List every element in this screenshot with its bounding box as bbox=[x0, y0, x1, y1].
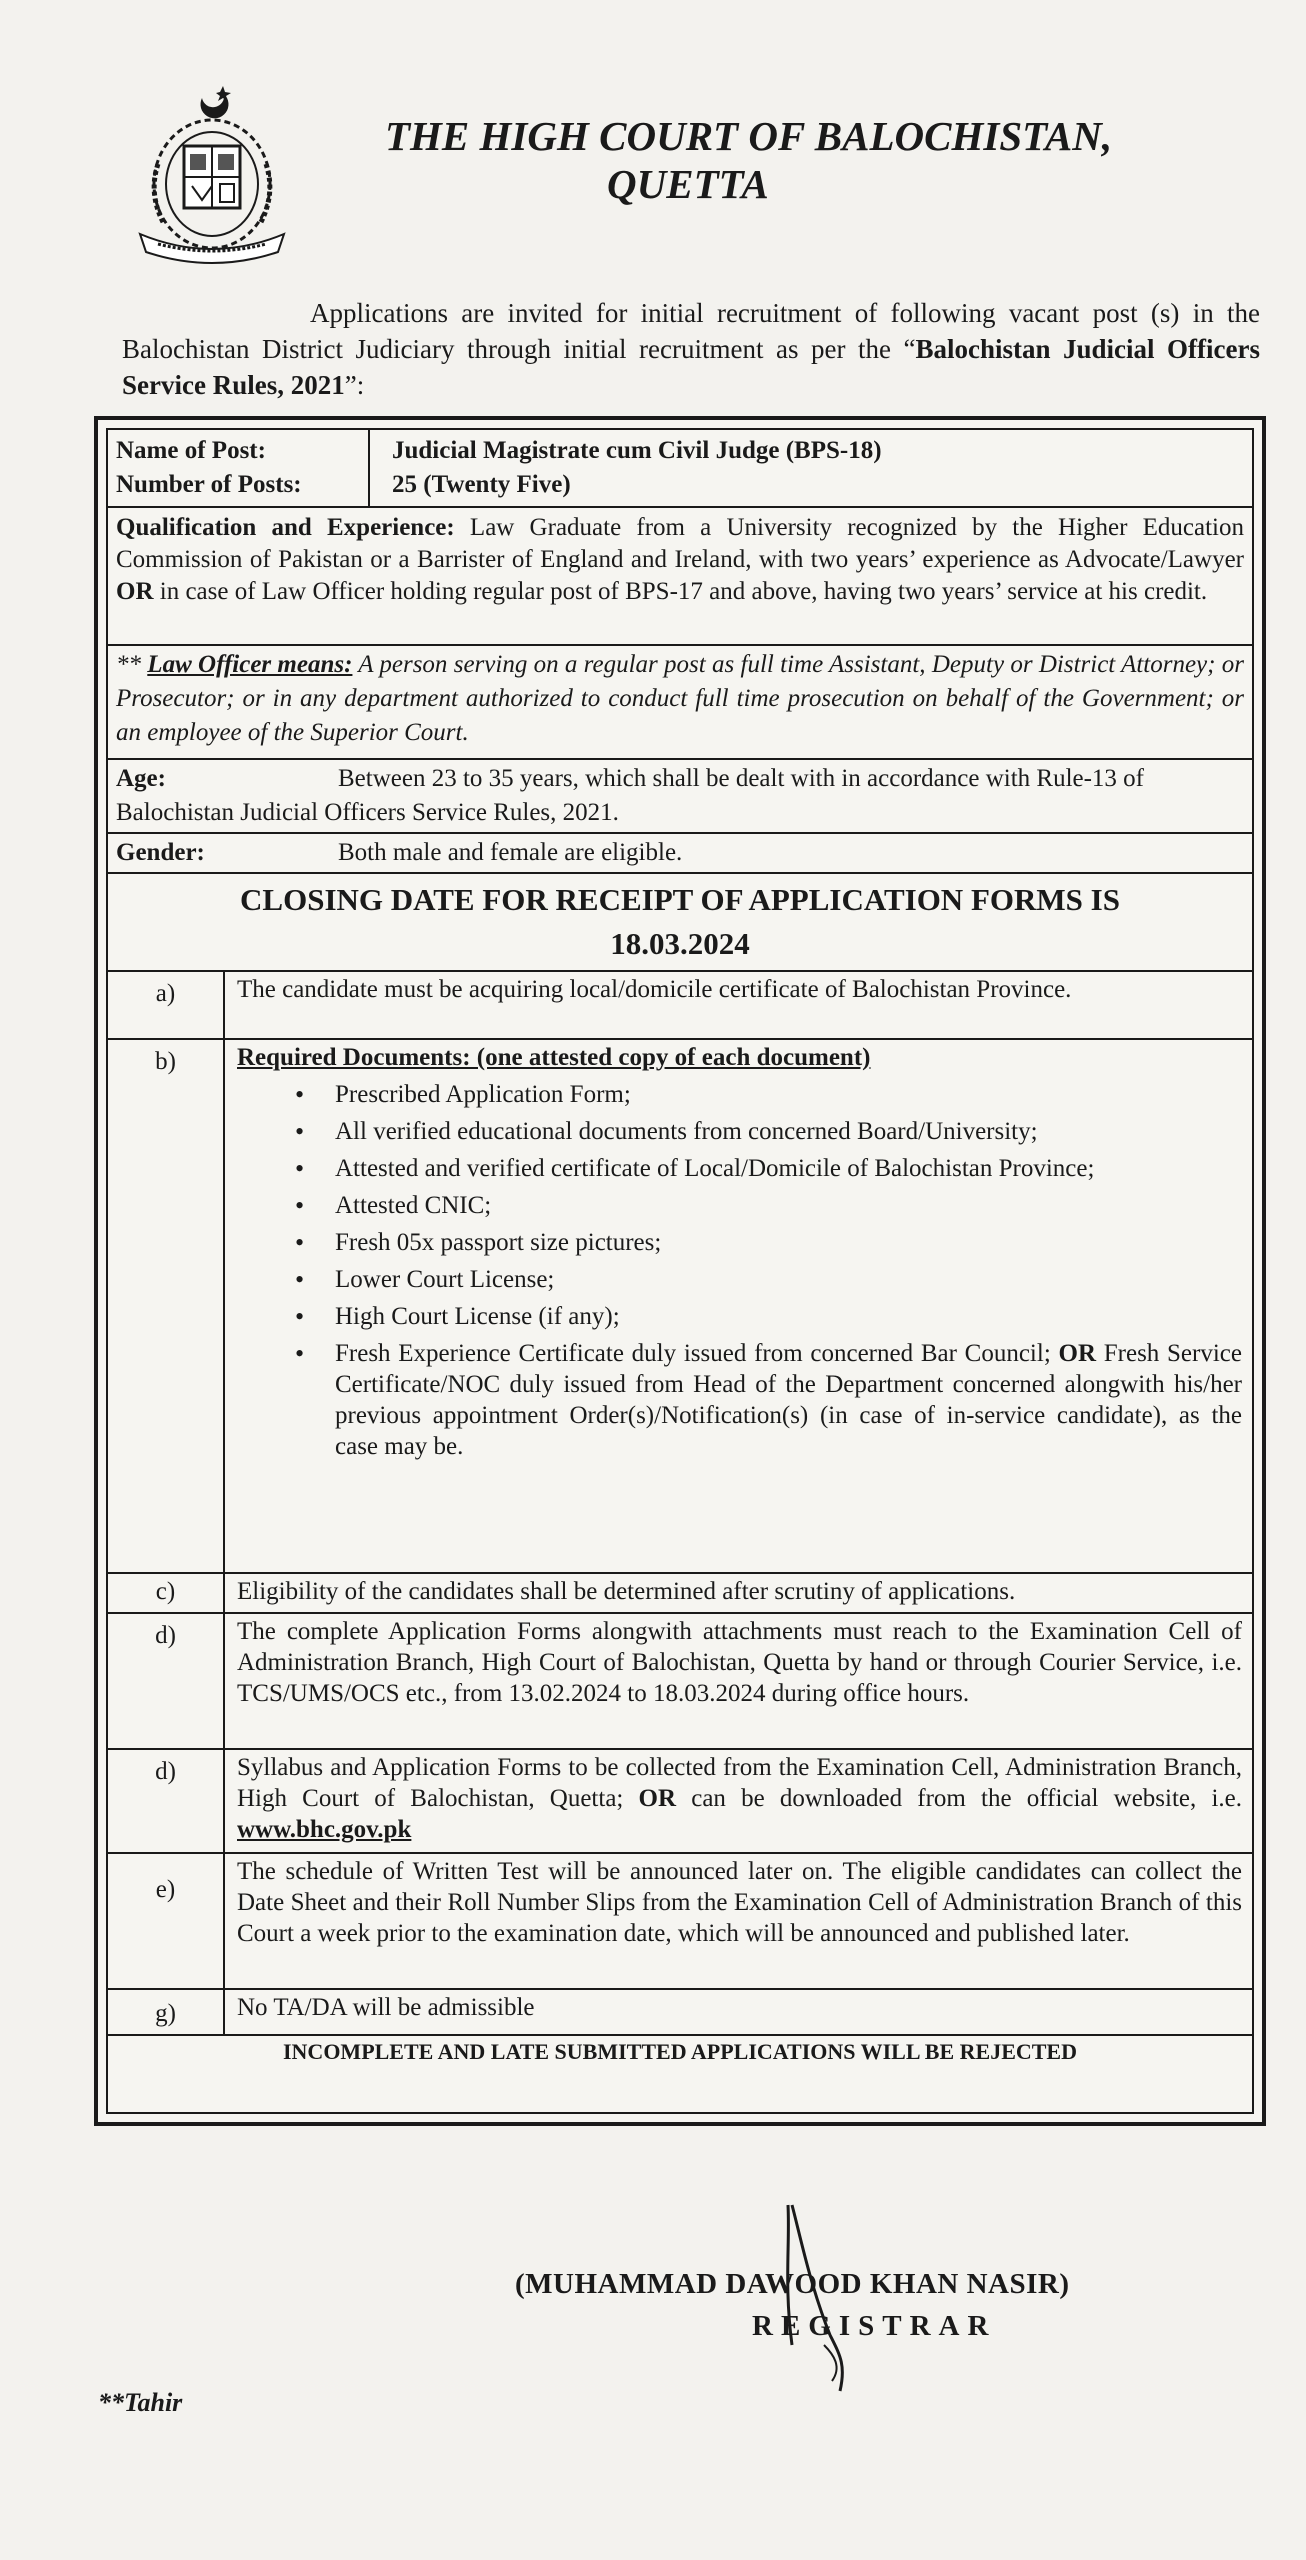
item-d2-or: OR bbox=[638, 1785, 677, 1812]
law-officer-row bbox=[108, 646, 1252, 760]
initials: **Tahir bbox=[98, 2388, 183, 2417]
item-a-row bbox=[108, 972, 1252, 1040]
court-title bbox=[385, 112, 1205, 208]
qualification-text-a: Law Graduate from a University recognized by the Higher Education Commission of Pakistan or a Barrister of England and Ireland, with two years’ experience as Advocate/Lawyer bbox=[116, 514, 1244, 573]
item-a-label: a) bbox=[155, 980, 176, 1007]
age-row bbox=[108, 760, 1252, 834]
post-name-value: Judicial Magistrate cum Civil Judge (BPS-18) bbox=[392, 437, 882, 464]
item-a-text: The candidate must be acquiring local/domicile certificate of Balochistan Province. bbox=[237, 976, 1072, 1003]
age-text: Between 23 to 35 years, which shall be dealt with in accordance with Rule-13 of Balochistan Judicial Officers Service Rules, 2021. bbox=[116, 765, 1145, 826]
intro-text-end: ”: bbox=[344, 370, 365, 400]
court-emblem-icon bbox=[128, 84, 296, 272]
recruitment-table bbox=[94, 416, 1266, 2126]
list-item: • High Court License (if any); bbox=[335, 1301, 1242, 1332]
item-g-text: No TA/DA will be admissible bbox=[237, 1994, 535, 2021]
intro-rules-name: Balochistan Judicial Officers Service Rules, 2021 bbox=[122, 334, 1260, 400]
post-number-value: 25 (Twenty Five) bbox=[392, 471, 571, 498]
intro-text: Applications are invited for initial recruitment of following vacant post (s) in the Balochistan District Judiciary through initial recruitment as per the “ bbox=[122, 298, 1260, 364]
post-number-label: Number of Posts: bbox=[116, 471, 302, 498]
gender-row bbox=[108, 834, 1252, 874]
qualification-text-b: in case of Law Officer holding regular post of BPS-17 and above, having two years’ service at his credit. bbox=[153, 578, 1208, 605]
item-c-text: Eligibility of the candidates shall be determined after scrutiny of applications. bbox=[237, 1578, 1016, 1605]
qualification-label: Qualification and Experience: bbox=[116, 514, 455, 541]
qualification-or: OR bbox=[116, 578, 154, 605]
footer-note: INCOMPLETE AND LATE SUBMITTED APPLICATIONS WILL BE REJECTED bbox=[282, 2039, 1077, 2064]
list-item: • All verified educational documents from concerned Board/University; bbox=[335, 1116, 1242, 1147]
item-b-label: b) bbox=[155, 1048, 176, 1075]
item-e-text: The schedule of Written Test will be announced later on. The eligible candidates can collect the Date Sheet and their Roll Number Slips from the Examination Cell of Administration Branch of this Court a week prior to the examination date, which will be announced and published later. bbox=[237, 1858, 1242, 1947]
item-g-row bbox=[108, 1990, 1252, 2036]
qualification-row bbox=[108, 508, 1252, 646]
item-d2-text-a: Syllabus and Application Forms to be collected from the Examination Cell, Administration Branch, High Court of Balochistan, Quetta; bbox=[237, 1754, 1242, 1812]
footer-note-row bbox=[108, 2036, 1252, 2086]
item-e-row bbox=[108, 1854, 1252, 1990]
item-e-label: e) bbox=[155, 1876, 176, 1903]
item-d2-row bbox=[108, 1750, 1252, 1854]
item-d2-label: d) bbox=[155, 1758, 176, 1785]
last-doc-or: OR bbox=[1058, 1340, 1097, 1367]
item-g-label: g) bbox=[155, 2000, 176, 2027]
court-title-line2: QUETTA bbox=[607, 161, 769, 207]
law-officer-text: A person serving on a regular post as full time Assistant, Deputy or District Attorney; or Prosecutor; or in any department authorized to conduct full time prosecution on behalf of the Government; or an employee of the Superior Court. bbox=[116, 651, 1244, 746]
signatory-title: REGISTRAR bbox=[752, 2310, 997, 2342]
signatory-name: (MUHAMMAD DAWOOD KHAN NASIR) bbox=[515, 2268, 1070, 2300]
item-d2-text-b: can be downloaded from the official website, i.e. bbox=[676, 1785, 1242, 1812]
last-doc-text-a: Fresh Experience Certificate duly issued from concerned Bar Council; bbox=[335, 1340, 1059, 1367]
item-b-row bbox=[108, 1040, 1252, 1574]
closing-date-value: 18.03.2024 bbox=[610, 926, 750, 961]
post-details-row bbox=[108, 430, 1252, 508]
item-c-label: c) bbox=[155, 1578, 176, 1605]
closing-date-heading: CLOSING DATE FOR RECEIPT OF APPLICATION FORMS IS bbox=[240, 882, 1120, 917]
item-d1-row bbox=[108, 1614, 1252, 1750]
item-d1-label: d) bbox=[155, 1622, 176, 1649]
list-item: • Lower Court License; bbox=[335, 1264, 1242, 1295]
list-item: • Fresh 05x passport size pictures; bbox=[335, 1227, 1242, 1258]
intro-paragraph bbox=[122, 295, 1260, 403]
list-item: • Prescribed Application Form; bbox=[335, 1079, 1242, 1110]
website-link[interactable]: www.bhc.gov.pk bbox=[237, 1816, 412, 1843]
last-doc-text-b: Fresh Service Certificate/NOC duly issued from Head of the Department concerned alongwith his/her previous appointment Order(s)/Notification(s) (in case of in-service candidate), as the case may be. bbox=[335, 1340, 1242, 1460]
court-title-line1: THE HIGH COURT OF BALOCHISTAN, bbox=[385, 113, 1113, 159]
closing-date-row bbox=[108, 874, 1252, 972]
law-officer-prefix: ** bbox=[116, 651, 148, 678]
required-documents-list bbox=[237, 1079, 1242, 1462]
list-item: • Attested CNIC; bbox=[335, 1190, 1242, 1221]
required-documents-heading: Required Documents: (one attested copy of each document) bbox=[237, 1044, 871, 1071]
item-d1-text: The complete Application Forms alongwith attachments must reach to the Examination Cell of Administration Branch, High Court of Balochistan, Quetta by hand or through Courier Service, i.e. TCS/UMS/OCS etc., from 13.02.2024 to 18.03.2024 during office hours. bbox=[237, 1618, 1242, 1707]
age-label: Age: bbox=[116, 765, 166, 792]
list-item bbox=[335, 1338, 1242, 1462]
item-c-row bbox=[108, 1574, 1252, 1614]
post-name-label: Name of Post: bbox=[116, 437, 266, 464]
law-officer-label: Law Officer means: bbox=[147, 651, 353, 678]
gender-text: Both male and female are eligible. bbox=[338, 839, 683, 866]
list-item: • Attested and verified certificate of Local/Domicile of Balochistan Province; bbox=[335, 1153, 1242, 1184]
gender-label: Gender: bbox=[116, 839, 205, 866]
